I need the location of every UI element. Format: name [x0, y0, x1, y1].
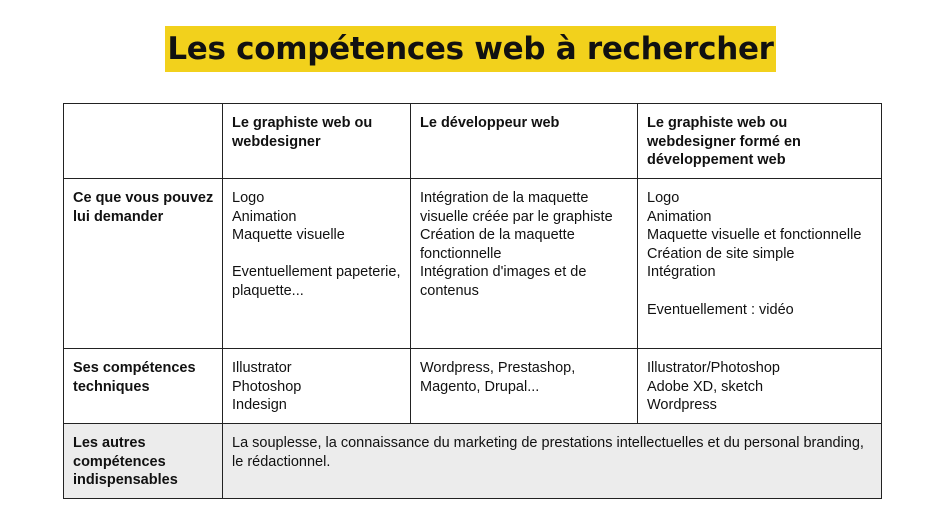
- cell-line: Intégration de la maquette visuelle créée par le graphiste: [420, 190, 613, 225]
- cell-line: Adobe XD, sketch: [647, 378, 764, 395]
- cell-line: Indesign: [232, 397, 287, 414]
- table-header-row: [64, 104, 882, 179]
- cell-line: Animation: [647, 208, 712, 225]
- cell-spacer: [232, 245, 402, 264]
- cell-line: Eventuellement papeterie, plaquette...: [232, 264, 401, 299]
- cell-line: Illustrator: [232, 360, 292, 376]
- skills-table: [63, 103, 882, 499]
- title-wrapper: [0, 26, 941, 72]
- header-graphiste-dev: Le graphiste web ou webdesigner formé en développement web: [638, 104, 882, 179]
- cell-line: Animation: [232, 208, 297, 225]
- row-label: Ce que vous pouvez lui demander: [64, 179, 223, 349]
- cell-line: Photoshop: [232, 378, 302, 395]
- cell-line: Maquette visuelle: [232, 227, 345, 244]
- cell-graphiste-tools: [223, 349, 411, 424]
- cell-graphiste-dev-tasks: [638, 179, 882, 349]
- header-developpeur: Le développeur web: [411, 104, 638, 179]
- table-row: [64, 349, 882, 424]
- cell-developpeur-tools: [411, 349, 638, 424]
- cell-developpeur-tasks: [411, 179, 638, 349]
- cell-line: Intégration d'images et de contenus: [420, 264, 587, 299]
- header-graphiste: Le graphiste web ou webdesigner: [223, 104, 411, 179]
- page-title: Les compétences web à rechercher: [165, 26, 775, 72]
- cell-graphiste-tasks: [223, 179, 411, 349]
- cell-spacer: [647, 282, 873, 301]
- cell-line: Logo: [232, 190, 265, 206]
- cell-line: Wordpress, Prestashop, Magento, Drupal...: [420, 360, 576, 395]
- cell-line: Intégration: [647, 264, 716, 281]
- cell-line: Création de site simple: [647, 245, 795, 262]
- row-label: Les autres compétences indispensables: [64, 424, 223, 499]
- cell-line: Création de la maquette fonctionnelle: [420, 227, 575, 262]
- cell-line: Illustrator/Photoshop: [647, 360, 780, 376]
- header-empty-cell: [64, 104, 223, 179]
- table-row: [64, 424, 882, 499]
- cell-other-skills: La souplesse, la connaissance du marketing de prestations intellectuelles et du personal branding, le rédactionnel.: [223, 424, 882, 499]
- cell-line: Logo: [647, 190, 680, 206]
- row-label: Ses compétences techniques: [64, 349, 223, 424]
- table-row: [64, 179, 882, 349]
- cell-line: Eventuellement : vidéo: [647, 301, 794, 318]
- cell-graphiste-dev-tools: [638, 349, 882, 424]
- cell-line: Wordpress: [647, 397, 717, 414]
- cell-line: Maquette visuelle et fonctionnelle: [647, 227, 862, 244]
